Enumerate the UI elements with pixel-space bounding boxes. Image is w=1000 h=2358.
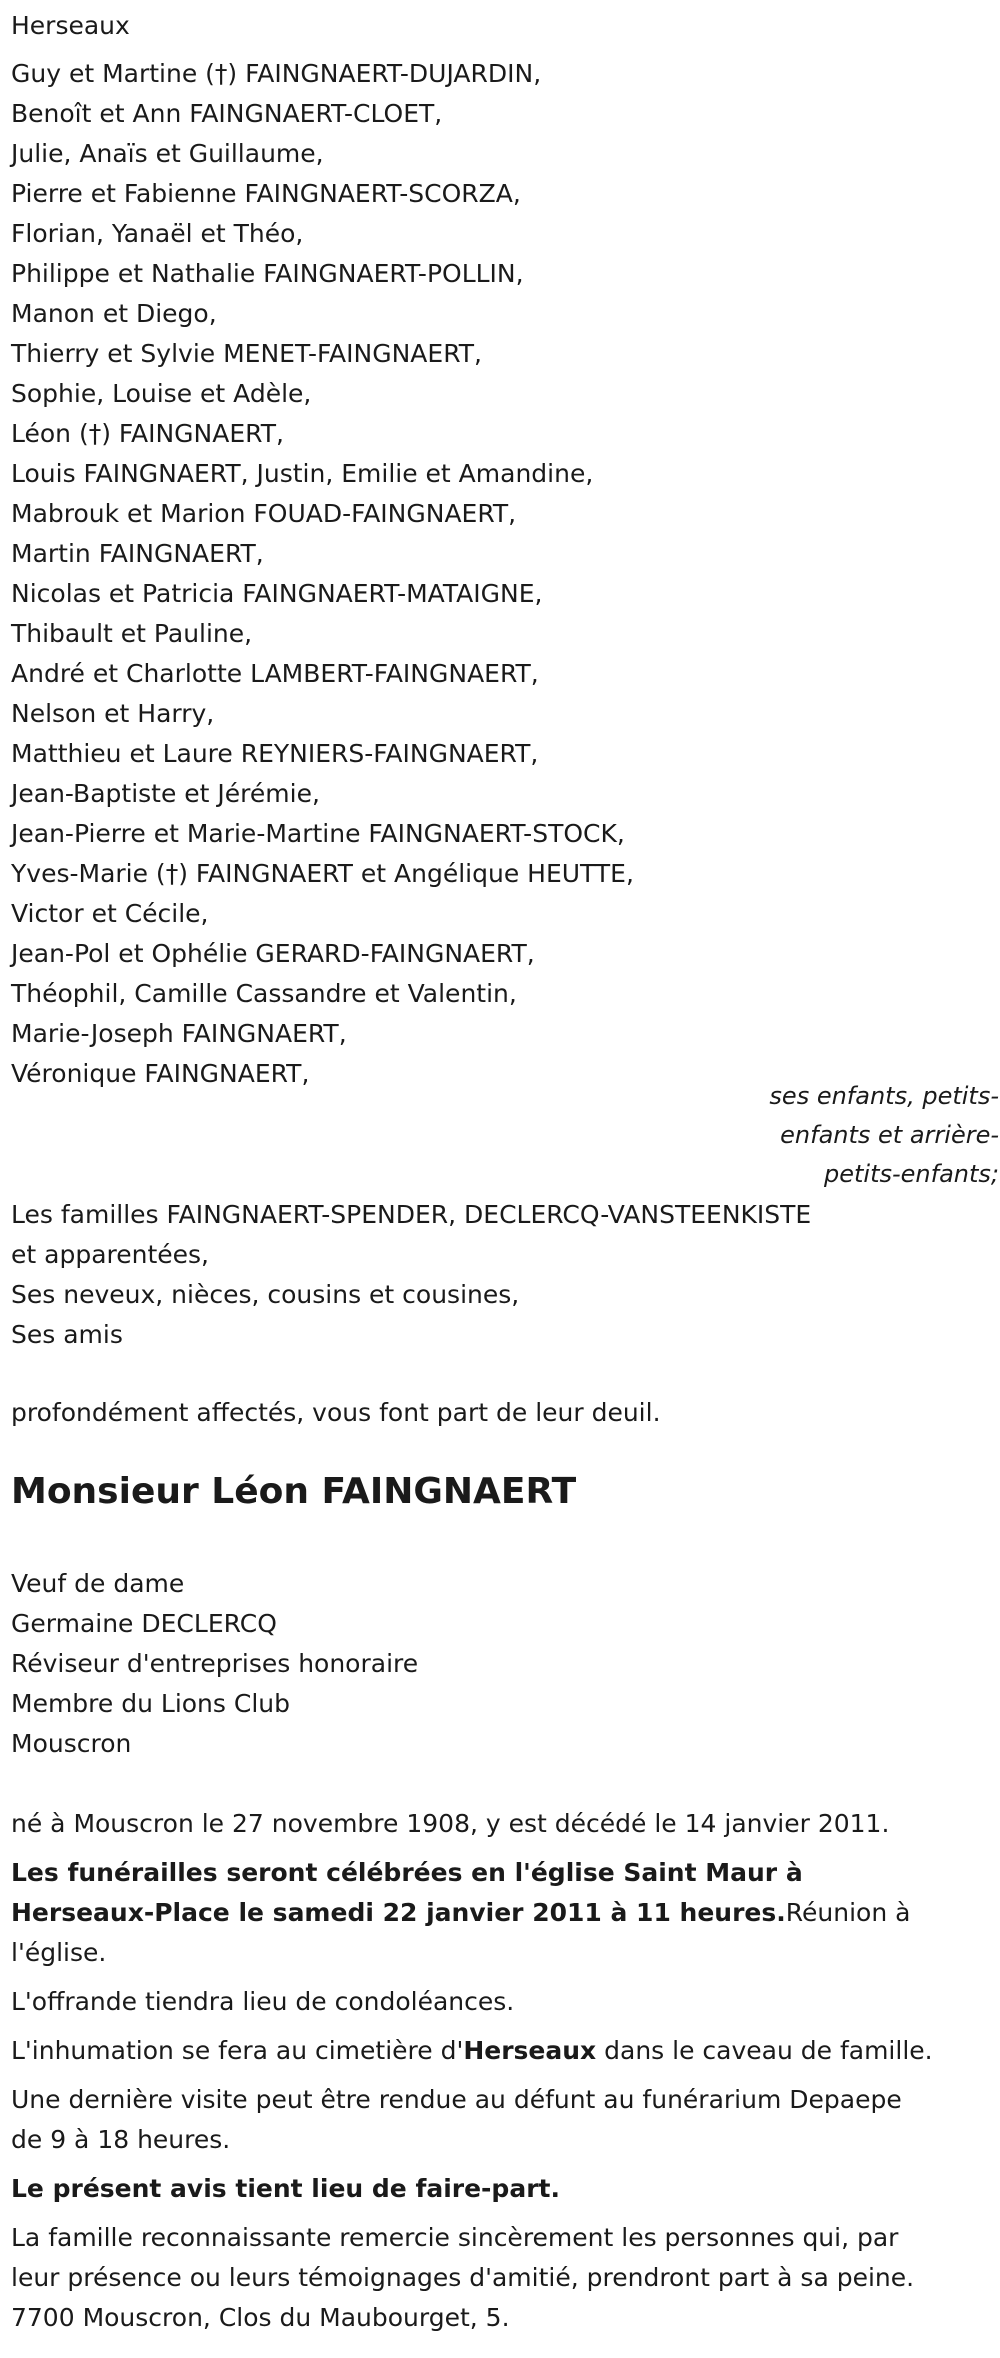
family-line: Victor et Cécile, — [11, 899, 209, 928]
family-line: Julie, Anaïs et Guillaume, — [11, 139, 324, 168]
family-line: Guy et Martine (†) FAINGNAERT-DUJARDIN, — [11, 59, 542, 88]
family-line: Martin FAINGNAERT, — [11, 539, 264, 568]
relatives-line: Ses amis — [11, 1320, 123, 1349]
relation-line: enfants et arrière- — [780, 1121, 999, 1149]
deceased-name: Monsieur Léon FAINGNAERT — [11, 1471, 577, 1512]
offering-note: L'offrande tiendra lieu de condoléances. — [11, 1987, 515, 2016]
family-line: Benoît et Ann FAINGNAERT-CLOET, — [11, 99, 443, 128]
family-line: Nicolas et Patricia FAINGNAERT-MATAIGNE, — [11, 579, 543, 608]
family-line: Véronique FAINGNAERT, — [11, 1059, 310, 1088]
family-line: Jean-Baptiste et Jérémie, — [11, 779, 320, 808]
funeral-ceremony-line-1: Les funérailles seront célébrées en l'église Saint Maur à — [11, 1858, 803, 1887]
deceased-titles — [11, 1564, 418, 1764]
family-line: Mabrouk et Marion FOUAD-FAINGNAERT, — [11, 499, 517, 528]
family-list — [11, 54, 634, 1094]
funeral-gathering: Réunion à l'église. — [11, 1898, 911, 1967]
birth-death-dates: né à Mouscron le 27 novembre 1908, y est décédé le 14 janvier 2011. — [11, 1809, 890, 1838]
family-line: Marie-Joseph FAINGNAERT, — [11, 1019, 347, 1048]
family-line: Thibault et Pauline, — [11, 619, 253, 648]
relatives-line: Ses neveux, nièces, cousins et cousines, — [11, 1280, 520, 1309]
faire-part-note: Le présent avis tient lieu de faire-part. — [11, 2174, 560, 2203]
other-relatives — [11, 1195, 811, 1355]
thanks-message — [11, 2218, 996, 2298]
family-line: André et Charlotte LAMBERT-FAINGNAERT, — [11, 659, 539, 688]
family-address: 7700 Mouscron, Clos du Maubourget, 5. — [11, 2303, 510, 2332]
family-line: Jean-Pierre et Marie-Martine FAINGNAERT-STOCK, — [11, 819, 625, 848]
title-line: Mouscron — [11, 1729, 132, 1758]
family-line: Florian, Yanaël et Théo, — [11, 219, 304, 248]
title-line: Germaine DECLERCQ — [11, 1609, 277, 1638]
family-line: Thierry et Sylvie MENET-FAINGNAERT, — [11, 339, 482, 368]
family-line: Nelson et Harry, — [11, 699, 215, 728]
visit-line-2: de 9 à 18 heures. — [11, 2125, 231, 2154]
family-line: Louis FAINGNAERT, Justin, Emilie et Amandine, — [11, 459, 594, 488]
title-line: Veuf de dame — [11, 1569, 185, 1598]
notice-place: Herseaux — [11, 11, 130, 40]
family-line: Léon (†) FAINGNAERT, — [11, 419, 284, 448]
visit-info — [11, 2080, 996, 2160]
family-line: Manon et Diego, — [11, 299, 217, 328]
title-line: Réviseur d'entreprises honoraire — [11, 1649, 419, 1678]
burial-info — [11, 2031, 996, 2071]
relation-line: petits-enfants; — [824, 1160, 999, 1188]
relatives-line: et apparentées, — [11, 1240, 209, 1269]
family-line: Philippe et Nathalie FAINGNAERT-POLLIN, — [11, 259, 524, 288]
visit-line-1: Une dernière visite peut être rendue au défunt au funérarium Depaepe — [11, 2085, 902, 2114]
burial-text-start: L'inhumation se fera au cimetière d' — [11, 2036, 464, 2065]
burial-text-end: dans le caveau de famille. — [596, 2036, 933, 2065]
title-line: Membre du Lions Club — [11, 1689, 290, 1718]
family-line: Pierre et Fabienne FAINGNAERT-SCORZA, — [11, 179, 521, 208]
relatives-line: Les familles FAINGNAERT-SPENDER, DECLERCQ-VANSTEENKISTE — [11, 1200, 812, 1229]
family-line: Matthieu et Laure REYNIERS-FAINGNAERT, — [11, 739, 539, 768]
family-line: Yves-Marie (†) FAINGNAERT et Angélique HEUTTE, — [11, 859, 634, 888]
funeral-info — [11, 1853, 996, 1973]
relation-caption — [741, 1077, 999, 1194]
relation-line: ses enfants, petits- — [769, 1082, 999, 1110]
thanks-line-1: La famille reconnaissante remercie sincèrement les personnes qui, par — [11, 2223, 899, 2252]
funeral-details — [11, 1804, 996, 2307]
funeral-ceremony-line-2: Herseaux-Place le samedi 22 janvier 2011 à 11 heures. — [11, 1898, 786, 1927]
family-line: Sophie, Louise et Adèle, — [11, 379, 312, 408]
burial-place: Herseaux — [463, 2036, 597, 2065]
family-line: Jean-Pol et Ophélie GERARD-FAINGNAERT, — [11, 939, 535, 968]
family-line: Théophil, Camille Cassandre et Valentin, — [11, 979, 517, 1008]
thanks-line-2: leur présence ou leurs témoignages d'amitié, prendront part à sa peine. — [11, 2263, 915, 2292]
mourning-statement: profondément affectés, vous font part de leur deuil. — [11, 1398, 661, 1427]
